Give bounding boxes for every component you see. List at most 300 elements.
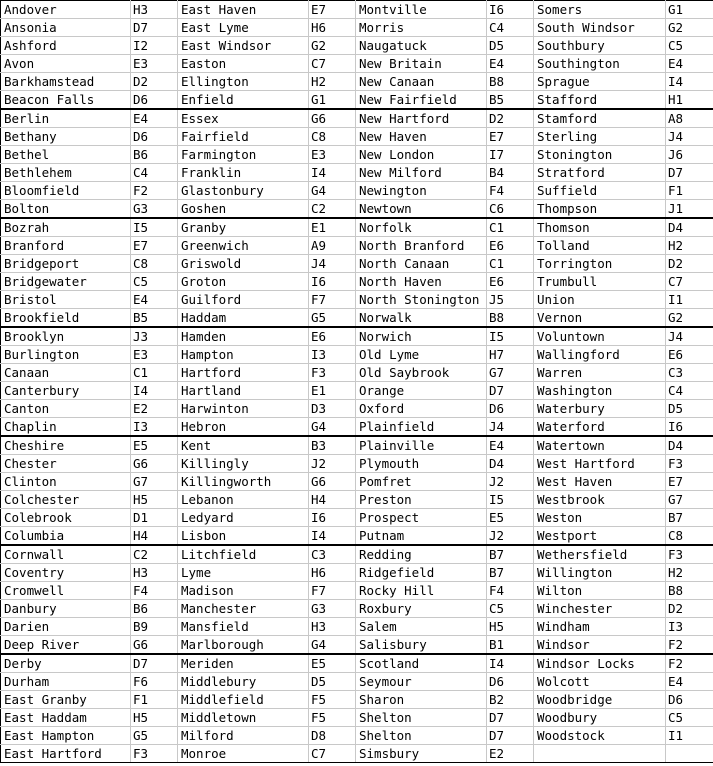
town-name-cell: Brooklyn — [1, 327, 131, 346]
grid-code-cell: C5 — [666, 37, 713, 55]
town-name-cell: New London — [356, 146, 487, 164]
grid-code-cell: F2 — [131, 182, 178, 200]
grid-code-cell: B8 — [487, 309, 534, 328]
grid-code-cell: B5 — [487, 91, 534, 110]
grid-code-cell: D7 — [487, 382, 534, 400]
grid-code-cell: G4 — [309, 182, 356, 200]
town-name-cell: New Britain — [356, 55, 487, 73]
town-name-cell: Preston — [356, 491, 487, 509]
town-name-cell: Newtown — [356, 200, 487, 219]
grid-code-cell: C7 — [666, 273, 713, 291]
town-name-cell: Newington — [356, 182, 487, 200]
grid-code-cell: E7 — [666, 473, 713, 491]
table-row — [1, 509, 713, 527]
grid-code-cell: J5 — [487, 291, 534, 309]
grid-code-cell: C4 — [666, 382, 713, 400]
grid-code-cell: G4 — [309, 418, 356, 437]
town-name-cell: Bristol — [1, 291, 131, 309]
grid-code-cell: I6 — [666, 418, 713, 437]
grid-code-cell: C1 — [131, 364, 178, 382]
table-row — [1, 128, 713, 146]
grid-code-cell: F3 — [666, 545, 713, 564]
town-name-cell: Wolcott — [534, 673, 666, 691]
grid-code-cell: G6 — [131, 455, 178, 473]
table-row — [1, 582, 713, 600]
town-name-cell: Farmington — [178, 146, 309, 164]
grid-code-cell: E3 — [131, 346, 178, 364]
town-name-cell: Derby — [1, 654, 131, 673]
town-name-cell: Danbury — [1, 600, 131, 618]
town-name-cell: Winchester — [534, 600, 666, 618]
town-name-cell: Mansfield — [178, 618, 309, 636]
town-name-cell: Waterbury — [534, 400, 666, 418]
town-name-cell: Warren — [534, 364, 666, 382]
town-name-cell: Hartford — [178, 364, 309, 382]
grid-code-cell: J6 — [666, 146, 713, 164]
town-name-cell: Branford — [1, 237, 131, 255]
grid-code-cell: C8 — [131, 255, 178, 273]
grid-code-cell: C4 — [131, 164, 178, 182]
grid-code-cell: J1 — [666, 200, 713, 219]
grid-code-cell: E6 — [309, 327, 356, 346]
grid-code-cell: H2 — [666, 564, 713, 582]
town-name-cell: Marlborough — [178, 636, 309, 655]
grid-code-cell: A8 — [666, 109, 713, 128]
grid-code-cell: D4 — [666, 218, 713, 237]
grid-code-cell: H4 — [131, 527, 178, 546]
town-name-cell: Greenwich — [178, 237, 309, 255]
town-name-cell: Clinton — [1, 473, 131, 491]
grid-code-cell: E2 — [131, 400, 178, 418]
town-name-cell: Woodbridge — [534, 691, 666, 709]
grid-code-cell: J4 — [666, 128, 713, 146]
town-name-cell: East Hampton — [1, 727, 131, 745]
town-name-cell: Granby — [178, 218, 309, 237]
grid-code-cell: F5 — [309, 691, 356, 709]
town-name-cell: Voluntown — [534, 327, 666, 346]
town-name-cell: Lisbon — [178, 527, 309, 546]
town-name-cell: Barkhamstead — [1, 73, 131, 91]
grid-code-cell: B7 — [666, 509, 713, 527]
grid-code-cell: B6 — [131, 600, 178, 618]
table-row — [1, 273, 713, 291]
town-name-cell: Woodbury — [534, 709, 666, 727]
town-name-cell: Prospect — [356, 509, 487, 527]
table-row — [1, 37, 713, 55]
town-name-cell: Hampton — [178, 346, 309, 364]
town-name-cell: Windham — [534, 618, 666, 636]
town-name-cell: Norwich — [356, 327, 487, 346]
town-name-cell: Bridgeport — [1, 255, 131, 273]
grid-code-cell: H5 — [487, 618, 534, 636]
grid-code-cell: G6 — [131, 636, 178, 655]
grid-code-cell: I5 — [131, 218, 178, 237]
grid-code-cell: C4 — [487, 19, 534, 37]
table-row — [1, 709, 713, 727]
town-name-cell: Waterford — [534, 418, 666, 437]
table-row — [1, 346, 713, 364]
town-name-cell — [534, 745, 666, 763]
town-name-cell: Harwinton — [178, 400, 309, 418]
table-row — [1, 1, 713, 19]
table-row — [1, 182, 713, 200]
town-name-cell: Ledyard — [178, 509, 309, 527]
town-name-cell: Old Lyme — [356, 346, 487, 364]
table-row — [1, 491, 713, 509]
table-row — [1, 382, 713, 400]
town-name-cell: Groton — [178, 273, 309, 291]
grid-code-cell: E4 — [487, 55, 534, 73]
town-name-cell: Deep River — [1, 636, 131, 655]
grid-code-cell: H5 — [131, 491, 178, 509]
grid-code-cell: F7 — [309, 582, 356, 600]
table-row — [1, 327, 713, 346]
grid-code-cell: I4 — [666, 73, 713, 91]
table-row — [1, 91, 713, 110]
grid-code-cell: F3 — [131, 745, 178, 763]
grid-code-cell: H2 — [309, 73, 356, 91]
grid-code-cell: H3 — [309, 618, 356, 636]
town-name-cell: Simsbury — [356, 745, 487, 763]
grid-code-cell: A9 — [309, 237, 356, 255]
table-row — [1, 691, 713, 709]
town-name-cell: Colchester — [1, 491, 131, 509]
town-name-cell: Bolton — [1, 200, 131, 219]
grid-code-cell: F4 — [487, 582, 534, 600]
town-name-cell: Plainville — [356, 436, 487, 455]
grid-code-cell: D2 — [131, 73, 178, 91]
town-name-cell: Roxbury — [356, 600, 487, 618]
grid-code-cell: E6 — [666, 346, 713, 364]
table-row — [1, 455, 713, 473]
table-row — [1, 309, 713, 328]
town-name-cell: Coventry — [1, 564, 131, 582]
grid-code-cell: F5 — [309, 709, 356, 727]
table-row — [1, 636, 713, 655]
town-name-cell: Montville — [356, 1, 487, 19]
grid-code-cell: H1 — [666, 91, 713, 110]
town-name-cell: Brookfield — [1, 309, 131, 328]
grid-code-cell: I7 — [487, 146, 534, 164]
town-name-cell: Colebrook — [1, 509, 131, 527]
grid-code-cell: J3 — [131, 327, 178, 346]
town-name-cell: Meriden — [178, 654, 309, 673]
grid-code-cell: D8 — [309, 727, 356, 745]
table-row — [1, 164, 713, 182]
town-name-cell: Bethany — [1, 128, 131, 146]
grid-code-cell: E5 — [487, 509, 534, 527]
town-name-cell: Trumbull — [534, 273, 666, 291]
grid-code-cell: G1 — [309, 91, 356, 110]
town-name-cell: Torrington — [534, 255, 666, 273]
grid-code-cell: C8 — [309, 128, 356, 146]
town-name-cell: Watertown — [534, 436, 666, 455]
town-name-cell: Ridgefield — [356, 564, 487, 582]
town-name-cell: East Hartford — [1, 745, 131, 763]
table-row — [1, 364, 713, 382]
grid-code-cell: D6 — [131, 91, 178, 110]
table-row — [1, 600, 713, 618]
grid-code-cell: I3 — [666, 618, 713, 636]
grid-code-cell: I6 — [309, 273, 356, 291]
town-name-cell: Chester — [1, 455, 131, 473]
town-name-cell: Hebron — [178, 418, 309, 437]
town-name-cell: Wethersfield — [534, 545, 666, 564]
grid-code-cell: G2 — [309, 37, 356, 55]
grid-code-cell: F4 — [131, 582, 178, 600]
grid-code-cell: D6 — [487, 400, 534, 418]
grid-code-cell: C1 — [487, 255, 534, 273]
grid-code-cell: I4 — [309, 527, 356, 546]
town-name-cell: Goshen — [178, 200, 309, 219]
town-name-cell: Sterling — [534, 128, 666, 146]
town-name-cell: Weston — [534, 509, 666, 527]
grid-code-cell: C5 — [131, 273, 178, 291]
town-name-cell: Avon — [1, 55, 131, 73]
grid-code-cell: E4 — [131, 291, 178, 309]
grid-code-cell: C3 — [309, 545, 356, 564]
grid-code-cell: I4 — [487, 654, 534, 673]
town-name-cell: Stafford — [534, 91, 666, 110]
town-name-cell: Fairfield — [178, 128, 309, 146]
grid-code-cell: C8 — [666, 527, 713, 546]
grid-code-cell: H2 — [666, 237, 713, 255]
town-name-cell: Hamden — [178, 327, 309, 346]
town-name-cell: West Hartford — [534, 455, 666, 473]
town-grid-body — [1, 1, 713, 763]
town-name-cell: Middlebury — [178, 673, 309, 691]
grid-code-cell: B7 — [487, 564, 534, 582]
town-name-cell: Killingly — [178, 455, 309, 473]
town-name-cell: Cornwall — [1, 545, 131, 564]
grid-code-cell — [666, 745, 713, 763]
grid-code-cell: G6 — [309, 473, 356, 491]
town-name-cell: East Lyme — [178, 19, 309, 37]
town-name-cell: Bethlehem — [1, 164, 131, 182]
town-name-cell: Sharon — [356, 691, 487, 709]
town-name-cell: Manchester — [178, 600, 309, 618]
grid-code-cell: G3 — [131, 200, 178, 219]
town-name-cell: Windsor — [534, 636, 666, 655]
table-row — [1, 73, 713, 91]
table-row — [1, 400, 713, 418]
table-row — [1, 727, 713, 745]
grid-code-cell: E5 — [131, 436, 178, 455]
table-row — [1, 237, 713, 255]
grid-code-cell: D7 — [487, 709, 534, 727]
town-name-cell: New Fairfield — [356, 91, 487, 110]
town-name-cell: Southington — [534, 55, 666, 73]
town-name-cell: Oxford — [356, 400, 487, 418]
town-name-cell: Wilton — [534, 582, 666, 600]
town-name-cell: Tolland — [534, 237, 666, 255]
grid-code-cell: E7 — [131, 237, 178, 255]
grid-code-cell: E4 — [131, 109, 178, 128]
grid-code-cell: E1 — [309, 218, 356, 237]
grid-code-cell: E4 — [666, 55, 713, 73]
grid-code-cell: J4 — [309, 255, 356, 273]
grid-code-cell: D5 — [309, 673, 356, 691]
town-name-cell: West Haven — [534, 473, 666, 491]
table-row — [1, 109, 713, 128]
grid-code-cell: D7 — [131, 19, 178, 37]
town-name-cell: Stonington — [534, 146, 666, 164]
town-name-cell: Norwalk — [356, 309, 487, 328]
grid-code-cell: B1 — [487, 636, 534, 655]
grid-code-cell: G4 — [309, 636, 356, 655]
town-name-cell: Plainfield — [356, 418, 487, 437]
town-name-cell: Guilford — [178, 291, 309, 309]
town-name-cell: Lebanon — [178, 491, 309, 509]
grid-code-cell: C7 — [309, 745, 356, 763]
town-name-cell: Willington — [534, 564, 666, 582]
grid-code-cell: E6 — [487, 237, 534, 255]
town-name-cell: North Canaan — [356, 255, 487, 273]
town-name-cell: Vernon — [534, 309, 666, 328]
town-name-cell: Woodstock — [534, 727, 666, 745]
grid-code-cell: E4 — [666, 673, 713, 691]
grid-code-cell: F2 — [666, 654, 713, 673]
town-name-cell: Salisbury — [356, 636, 487, 655]
grid-code-cell: E5 — [309, 654, 356, 673]
town-name-cell: Redding — [356, 545, 487, 564]
town-name-cell: Beacon Falls — [1, 91, 131, 110]
grid-code-cell: G7 — [487, 364, 534, 382]
table-row — [1, 255, 713, 273]
grid-code-cell: E7 — [309, 1, 356, 19]
town-name-cell: Shelton — [356, 709, 487, 727]
town-name-cell: Somers — [534, 1, 666, 19]
town-name-cell: Essex — [178, 109, 309, 128]
town-name-cell: New Milford — [356, 164, 487, 182]
town-name-cell: Naugatuck — [356, 37, 487, 55]
town-name-cell: Stratford — [534, 164, 666, 182]
town-name-cell: Bethel — [1, 146, 131, 164]
town-name-cell: New Canaan — [356, 73, 487, 91]
town-name-cell: Canton — [1, 400, 131, 418]
table-row — [1, 673, 713, 691]
grid-code-cell: D5 — [487, 37, 534, 55]
grid-code-cell: H3 — [131, 564, 178, 582]
table-row — [1, 745, 713, 763]
grid-code-cell: D4 — [487, 455, 534, 473]
grid-code-cell: B6 — [131, 146, 178, 164]
grid-code-cell: F3 — [309, 364, 356, 382]
town-name-cell: Bridgewater — [1, 273, 131, 291]
town-name-cell: Kent — [178, 436, 309, 455]
grid-code-cell: C2 — [131, 545, 178, 564]
town-name-cell: North Branford — [356, 237, 487, 255]
table-row — [1, 564, 713, 582]
grid-code-cell: F1 — [131, 691, 178, 709]
town-name-cell: East Windsor — [178, 37, 309, 55]
town-name-cell: East Haddam — [1, 709, 131, 727]
grid-code-cell: J2 — [487, 473, 534, 491]
grid-code-cell: I1 — [666, 291, 713, 309]
town-name-cell: Hartland — [178, 382, 309, 400]
table-row — [1, 527, 713, 546]
grid-code-cell: I3 — [309, 346, 356, 364]
town-name-cell: Glastonbury — [178, 182, 309, 200]
grid-code-cell: G7 — [131, 473, 178, 491]
town-name-cell: Enfield — [178, 91, 309, 110]
grid-code-cell: D6 — [666, 691, 713, 709]
grid-code-cell: H7 — [487, 346, 534, 364]
town-name-cell: Putnam — [356, 527, 487, 546]
town-name-cell: Canaan — [1, 364, 131, 382]
town-name-cell: Cheshire — [1, 436, 131, 455]
table-row — [1, 618, 713, 636]
grid-code-cell: C5 — [666, 709, 713, 727]
grid-code-cell: C7 — [309, 55, 356, 73]
town-name-cell: Washington — [534, 382, 666, 400]
town-name-cell: Ashford — [1, 37, 131, 55]
grid-code-cell: C2 — [309, 200, 356, 219]
grid-code-cell: B5 — [131, 309, 178, 328]
grid-code-cell: I4 — [131, 382, 178, 400]
town-name-cell: Franklin — [178, 164, 309, 182]
grid-code-cell: D2 — [487, 109, 534, 128]
town-name-cell: Windsor Locks — [534, 654, 666, 673]
town-name-cell: Thomson — [534, 218, 666, 237]
grid-code-cell: E4 — [487, 436, 534, 455]
town-name-cell: Griswold — [178, 255, 309, 273]
grid-code-cell: F2 — [666, 636, 713, 655]
grid-code-cell: D7 — [487, 727, 534, 745]
town-name-cell: Cromwell — [1, 582, 131, 600]
town-name-cell: East Granby — [1, 691, 131, 709]
grid-code-cell: D2 — [666, 600, 713, 618]
town-name-cell: Seymour — [356, 673, 487, 691]
grid-code-cell: G7 — [666, 491, 713, 509]
grid-code-cell: G2 — [666, 19, 713, 37]
town-name-cell: Plymouth — [356, 455, 487, 473]
town-name-cell: Killingworth — [178, 473, 309, 491]
town-name-cell: Durham — [1, 673, 131, 691]
grid-code-cell: D1 — [131, 509, 178, 527]
town-name-cell: Burlington — [1, 346, 131, 364]
grid-code-cell: D2 — [666, 255, 713, 273]
town-name-cell: East Haven — [178, 1, 309, 19]
grid-code-cell: C5 — [487, 600, 534, 618]
grid-code-cell: I6 — [487, 1, 534, 19]
town-name-cell: Southbury — [534, 37, 666, 55]
grid-code-cell: B4 — [487, 164, 534, 182]
town-name-cell: Orange — [356, 382, 487, 400]
town-name-cell: Madison — [178, 582, 309, 600]
town-name-cell: Salem — [356, 618, 487, 636]
table-row — [1, 218, 713, 237]
grid-code-cell: I1 — [666, 727, 713, 745]
grid-code-cell: J2 — [309, 455, 356, 473]
grid-code-cell: H6 — [309, 564, 356, 582]
town-name-cell: Westport — [534, 527, 666, 546]
town-name-cell: New Hartford — [356, 109, 487, 128]
grid-code-cell: E3 — [309, 146, 356, 164]
grid-code-cell: H5 — [131, 709, 178, 727]
table-row — [1, 418, 713, 437]
grid-code-cell: G5 — [131, 727, 178, 745]
table-row — [1, 545, 713, 564]
grid-code-cell: J4 — [487, 418, 534, 437]
grid-code-cell: I2 — [131, 37, 178, 55]
town-name-cell: Stamford — [534, 109, 666, 128]
town-name-cell: Chaplin — [1, 418, 131, 437]
grid-code-cell: F6 — [131, 673, 178, 691]
town-name-cell: New Haven — [356, 128, 487, 146]
town-name-cell: Pomfret — [356, 473, 487, 491]
town-name-cell: Litchfield — [178, 545, 309, 564]
